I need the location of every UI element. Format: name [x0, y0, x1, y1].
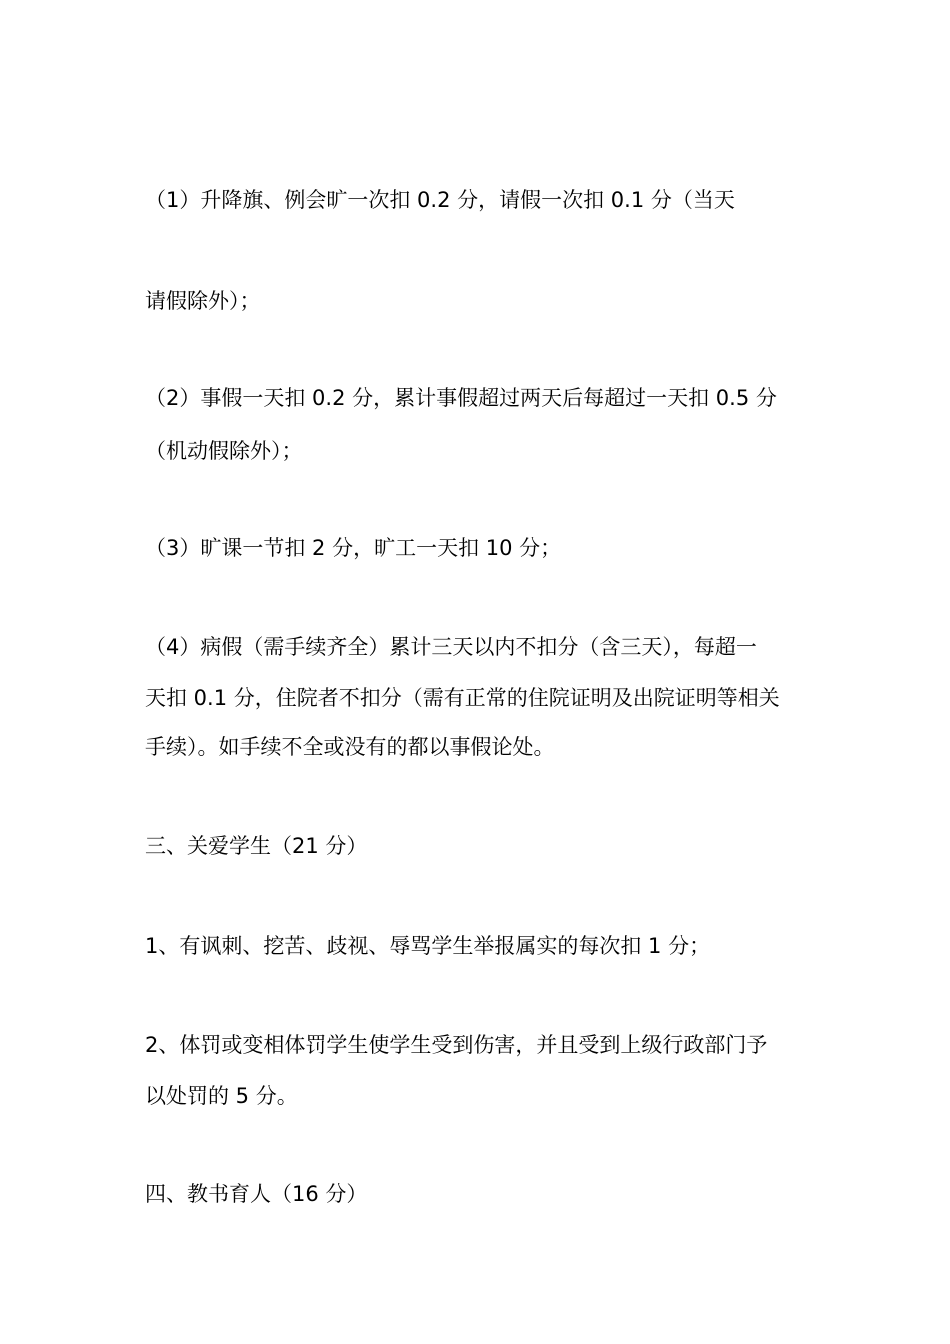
rule-1-line-2: 请假除外）； [145, 289, 261, 313]
rule-4-line-3: 手续）。如手续不全或没有的都以事假论处。 [145, 735, 555, 759]
rule-2-line-2: （机动假除外）； [145, 439, 303, 463]
rule-3-line: （3）旷课一节扣 2 分，旷工一天扣 10 分； [145, 536, 562, 560]
section-4-heading: 四、教书育人（16 分） [145, 1182, 368, 1206]
section-3-item-2-line-2: 以处罚的 5 分。 [145, 1084, 298, 1108]
rule-2-line-1: （2）事假一天扣 0.2 分，累计事假超过两天后每超过一天扣 0.5 分 [145, 386, 777, 410]
section-3-item-2-line-1: 2、体罚或变相体罚学生使学生受到伤害，并且受到上级行政部门予 [145, 1033, 768, 1057]
section-3-item-1: 1、有讽刺、挖苦、歧视、辱骂学生举报属实的每次扣 1 分； [145, 934, 711, 958]
rule-4-line-2: 天扣 0.1 分，住院者不扣分（需有正常的住院证明及出院证明等相关 [145, 686, 780, 710]
section-3-heading: 三、关爱学生（21 分） [145, 834, 368, 858]
rule-4-line-1: （4）病假（需手续齐全）累计三天以内不扣分（含三天），每超一 [145, 635, 757, 659]
rule-1-line-1: （1）升降旗、例会旷一次扣 0.2 分，请假一次扣 0.1 分（当天 [145, 188, 735, 212]
